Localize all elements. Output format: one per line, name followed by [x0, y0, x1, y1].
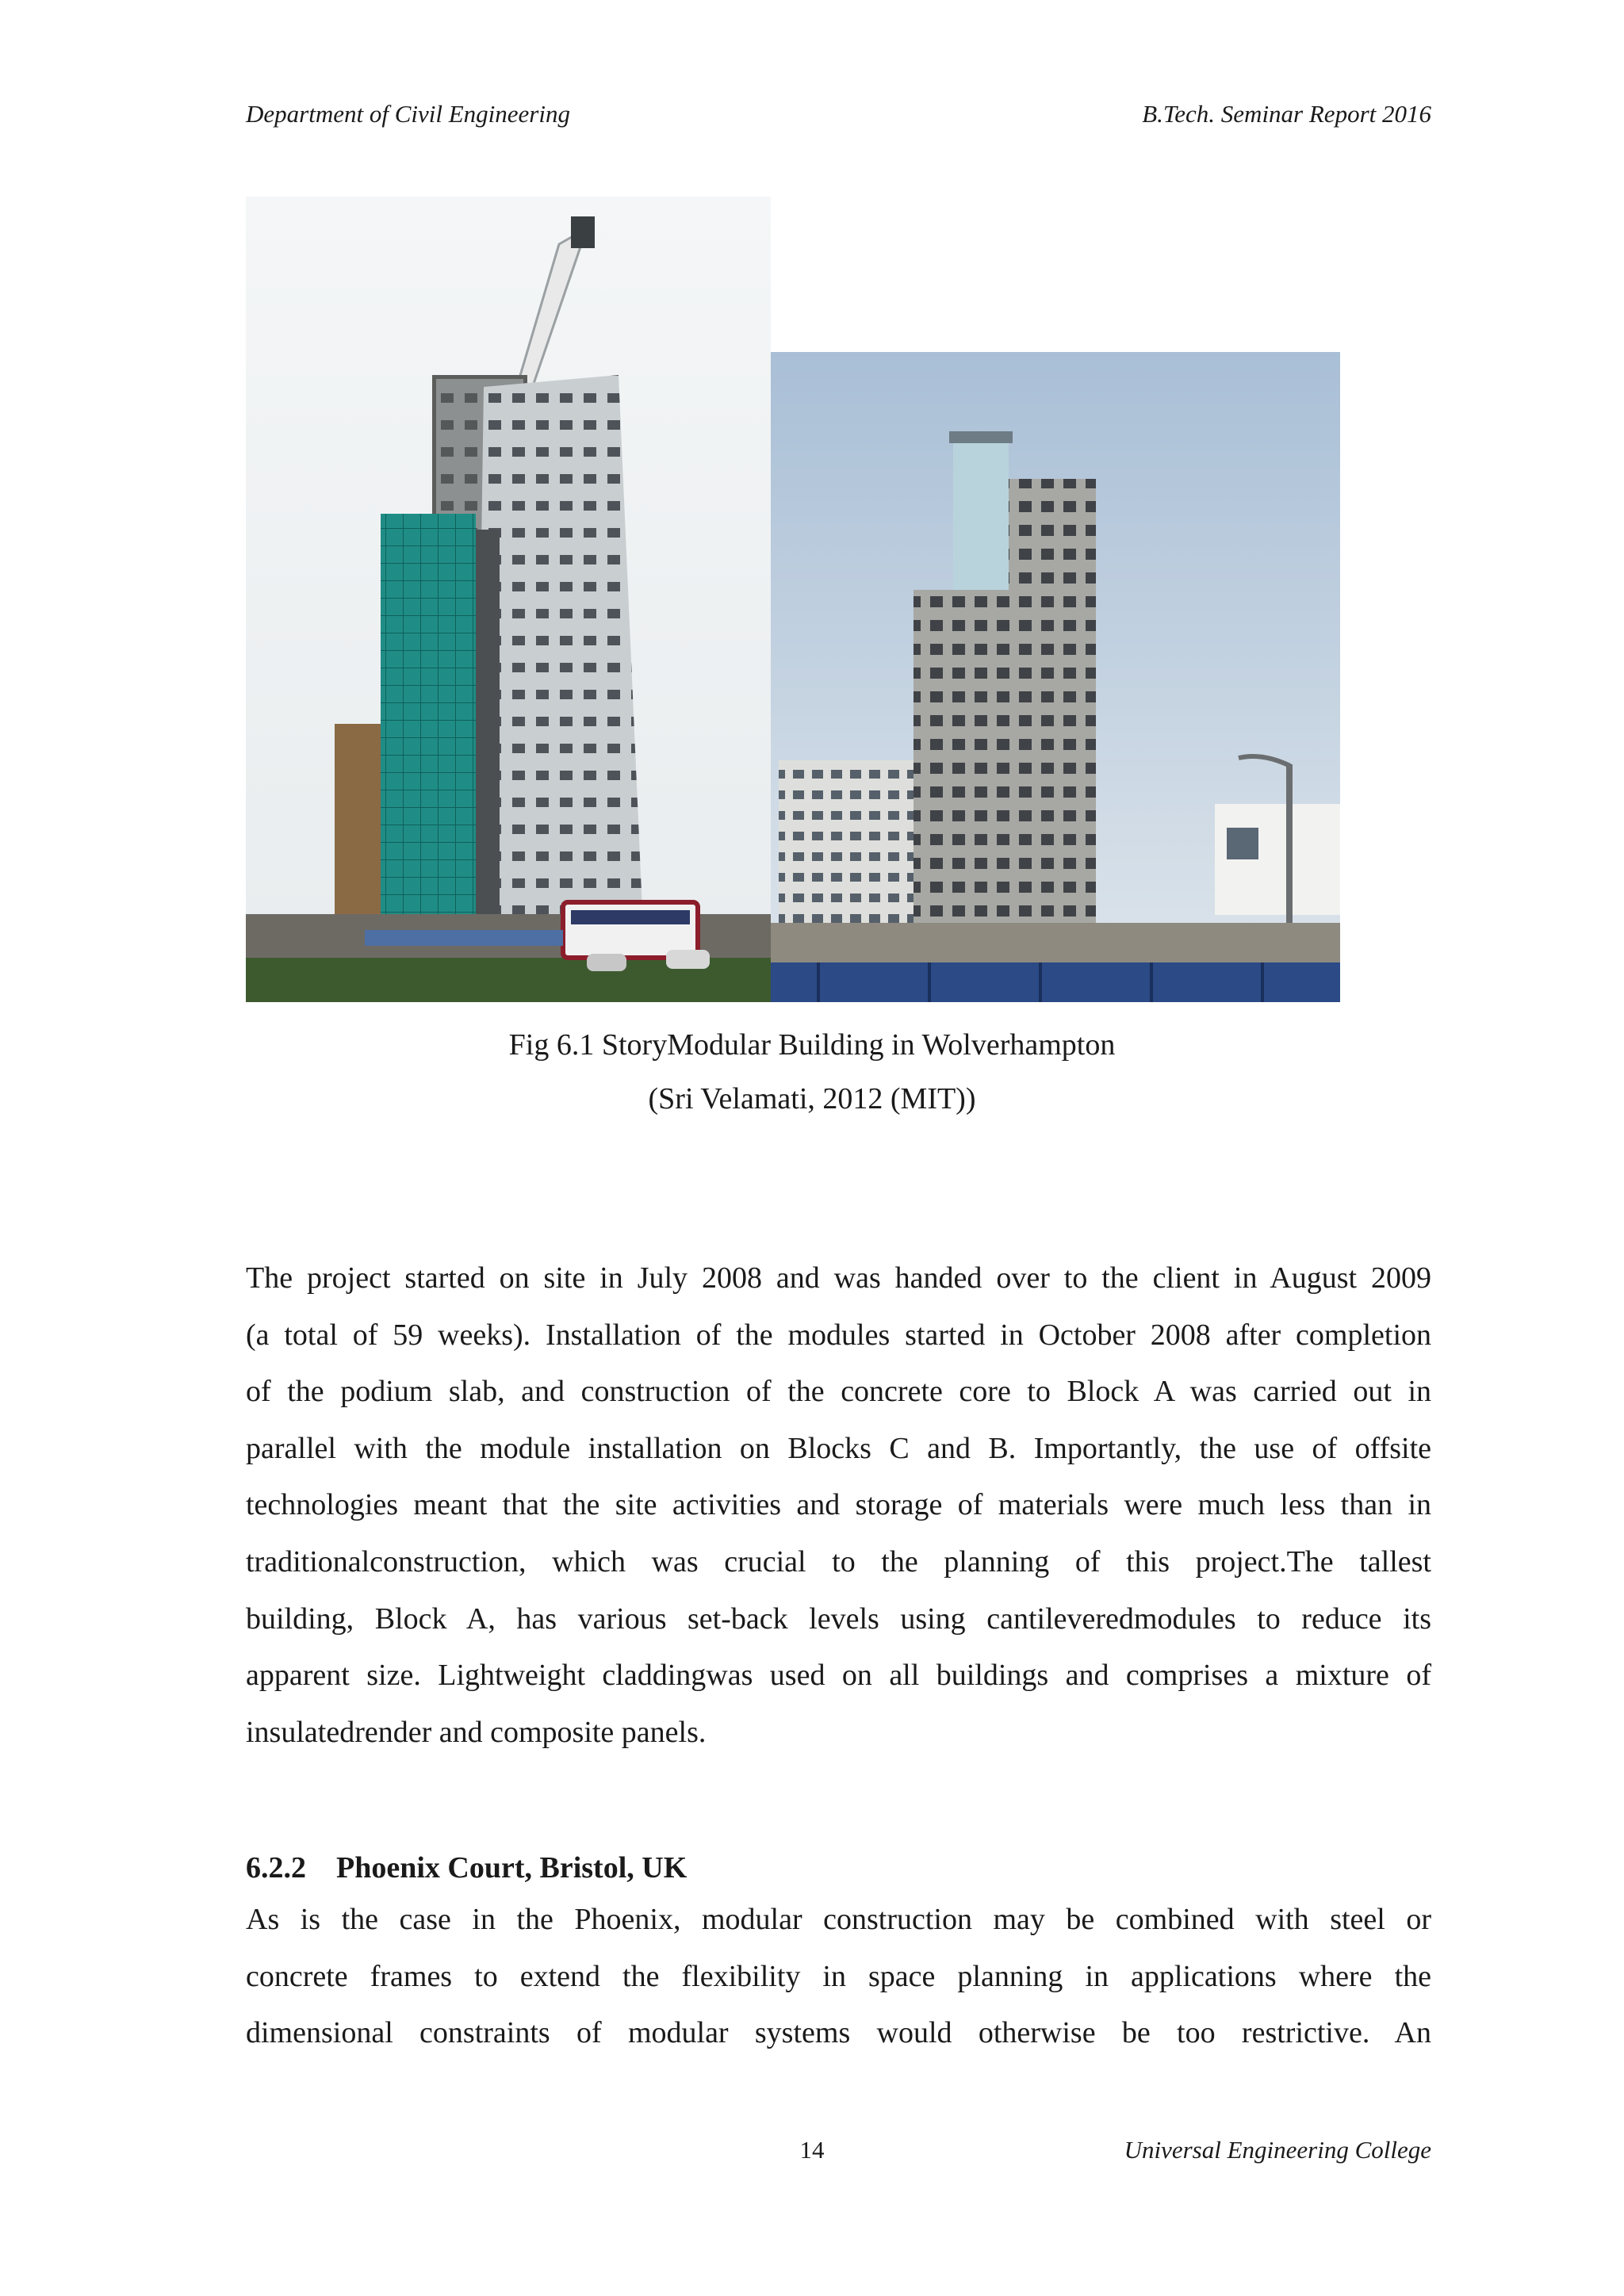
- text-line: traditionalconstruction, which was crucial to the planning of this project.The tallest: [246, 1544, 1431, 1578]
- running-header-right: B.Tech. Seminar Report 2016: [1142, 100, 1431, 128]
- text-line: concrete frames to extend the flexibility in space planning in applications where the: [246, 1959, 1431, 1993]
- text-line: The project started on site in July 2008 and was handed over to the client in August 2009: [246, 1261, 1431, 1295]
- section-number: 6.2.2: [246, 1851, 306, 1885]
- text-line: technologies meant that the site activities and storage of materials were much less than in: [246, 1488, 1431, 1522]
- section-title: Phoenix Court, Bristol, UK: [336, 1851, 688, 1885]
- running-header-left: Department of Civil Engineering: [246, 100, 570, 128]
- text-line: As is the case in the Phoenix, modular construction may be combined with steel or: [246, 1903, 1431, 1936]
- figure-source: (Sri Velamati, 2012 (MIT)): [648, 1082, 976, 1115]
- body-paragraph-2: [246, 1892, 1431, 2062]
- page-number: 14: [799, 2136, 825, 2164]
- figure-caption: Fig 6.1 StoryModular Building in Wolverhampton: [508, 1028, 1116, 1062]
- section-heading: [246, 1850, 687, 1885]
- text-line: parallel with the module installation on Blocks C and B. Importantly, the use of offsite: [246, 1431, 1431, 1465]
- text-line: building, Block A, has various set-back levels using cantileveredmodules to reduce its: [246, 1601, 1431, 1636]
- photo-building-under-construction: [246, 197, 771, 1002]
- text-line: insulatedrender and composite panels.: [246, 1715, 707, 1749]
- text-line: dimensional constraints of modular systems would otherwise be too restrictive. An: [246, 2016, 1431, 2050]
- text-line: (a total of 59 weeks). Installation of the modules started in October 2008 after completion: [246, 1318, 1431, 1352]
- text-line: of the podium slab, and construction of the concrete core to Block A was carried out in: [246, 1375, 1431, 1409]
- photo-completed-buildings: [771, 352, 1340, 1002]
- text-line: apparent size. Lightweight claddingwas used on all buildings and comprises a mixture of: [246, 1659, 1431, 1693]
- body-paragraph-1: [246, 1250, 1431, 1761]
- running-footer-right: Universal Engineering College: [1124, 2136, 1431, 2164]
